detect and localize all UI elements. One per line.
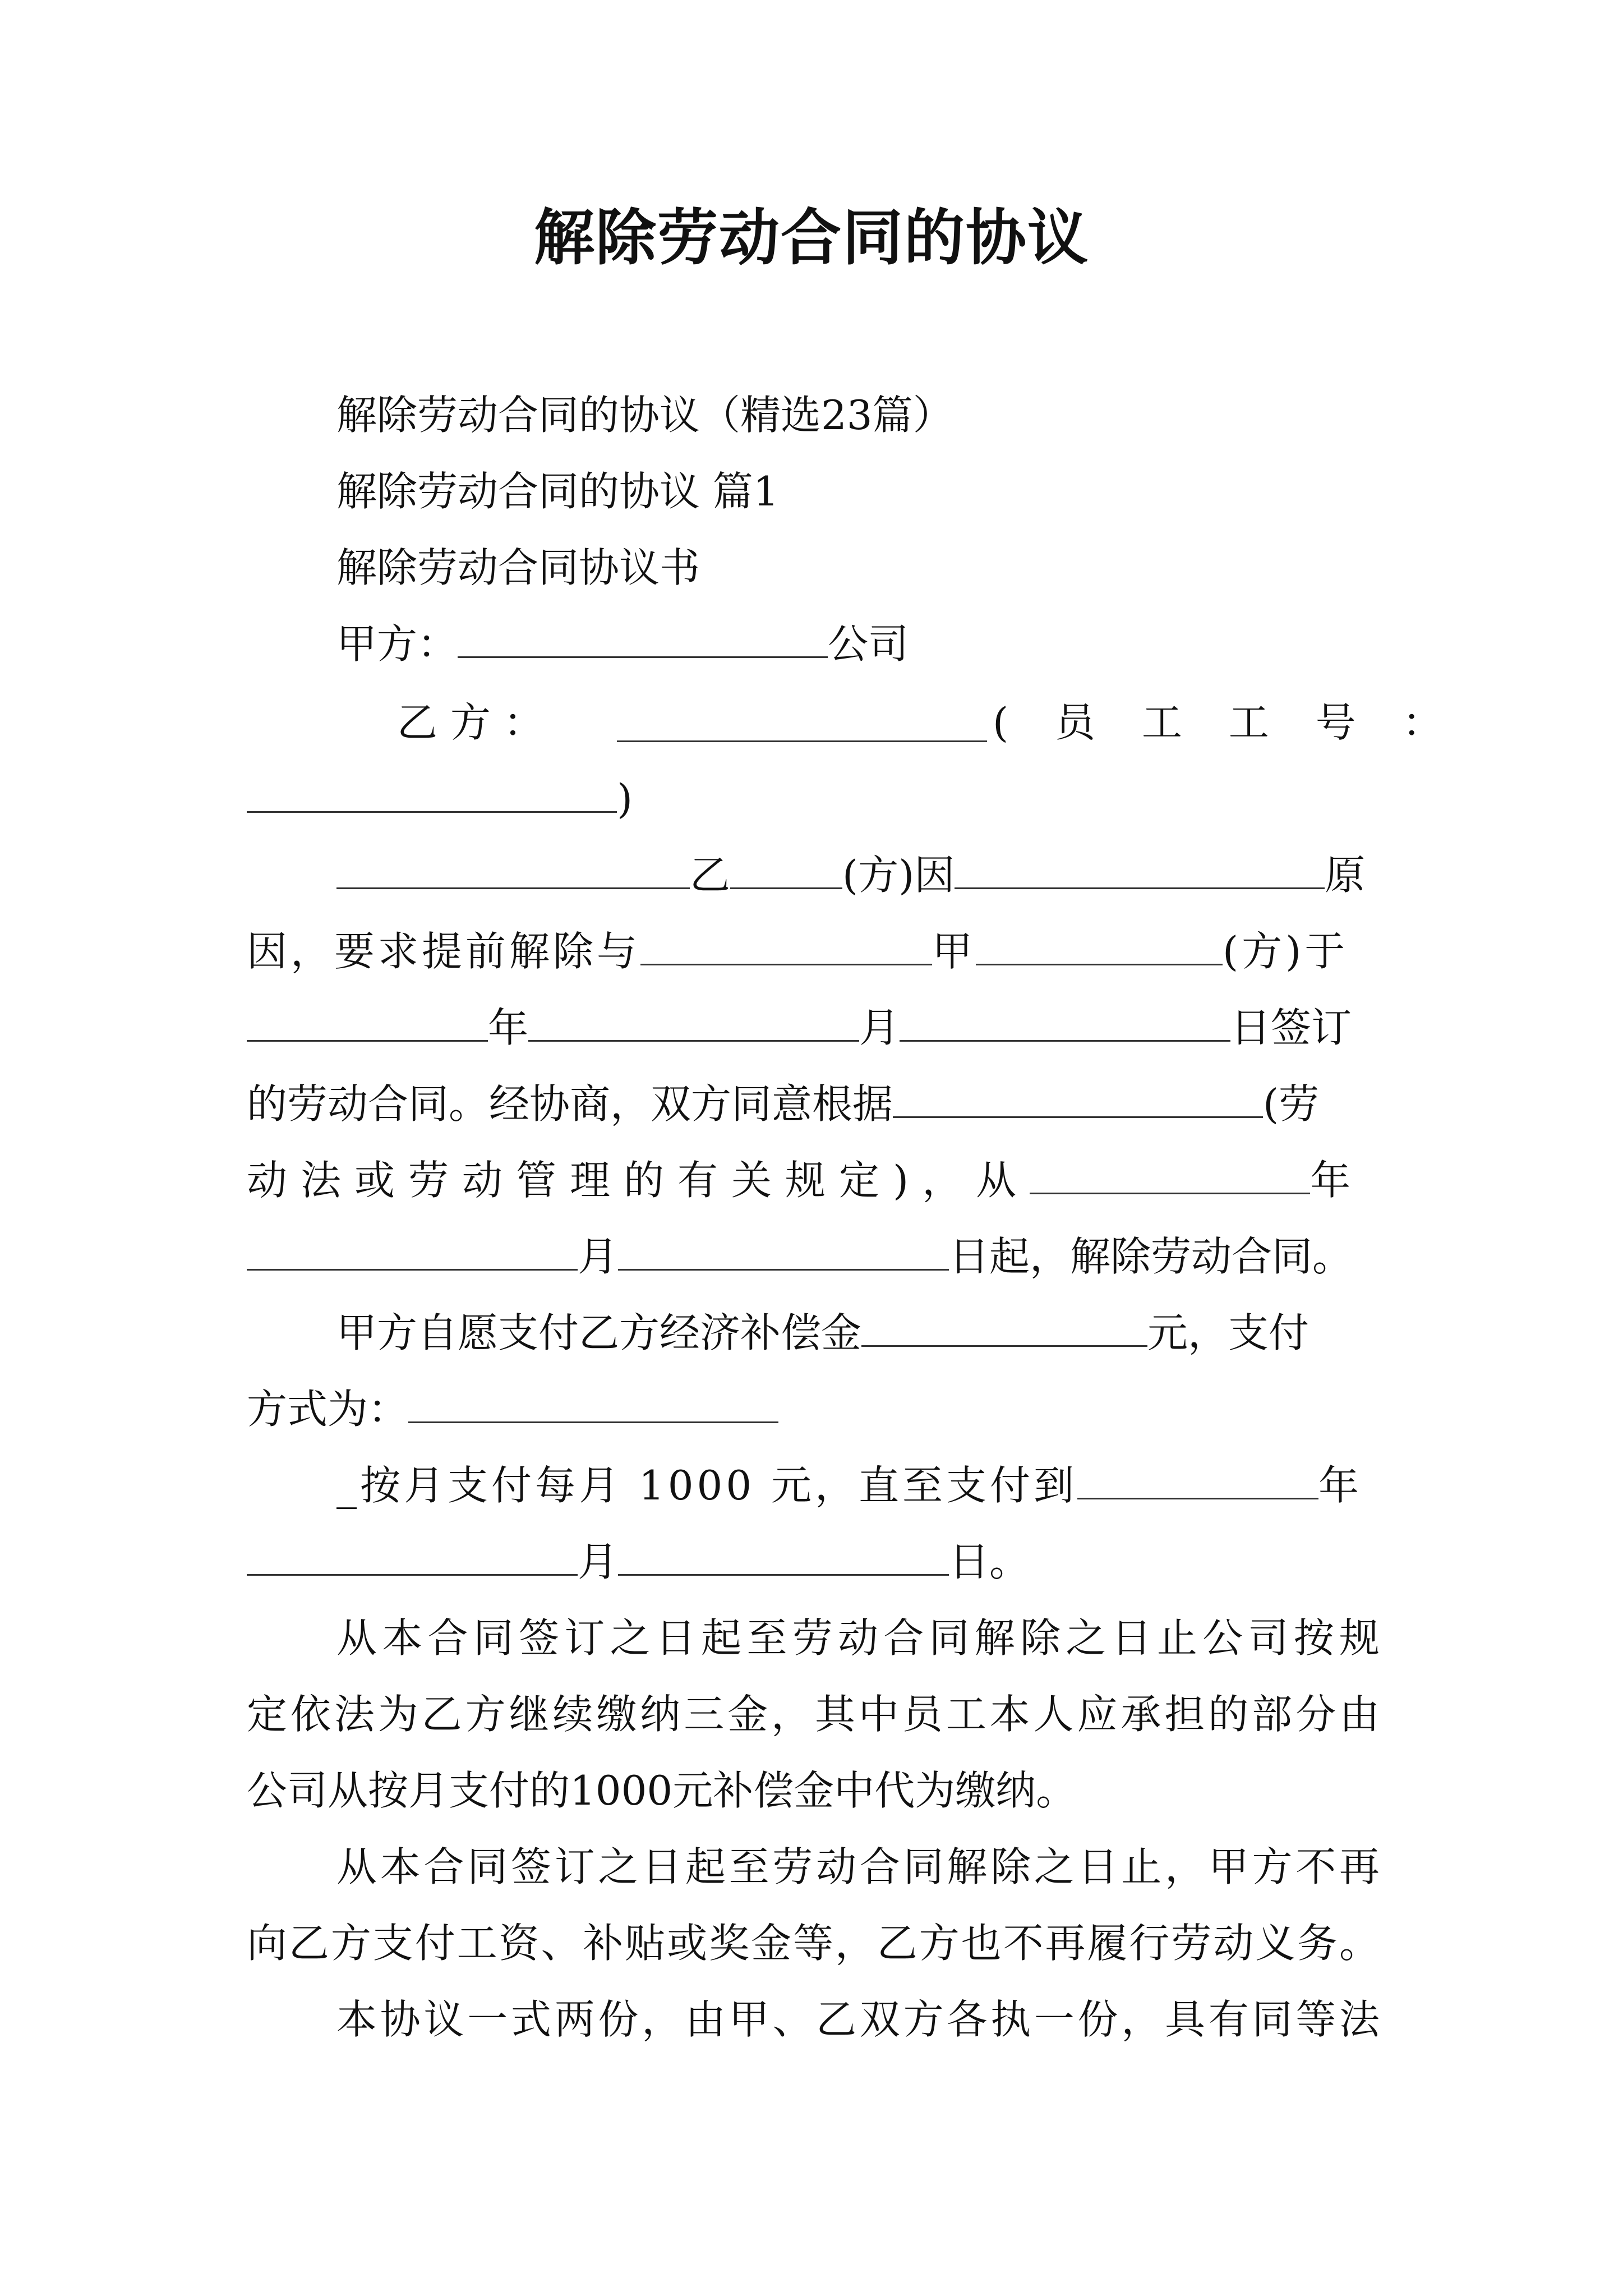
p5-line-1: 从本合同签订之日起至劳动合同解除之日止，甲方不再 <box>336 1843 1380 1890</box>
p3-text-month: 月 <box>578 1538 619 1585</box>
party-b-id-label: ( 员 工 工 号 ： <box>993 699 1460 746</box>
p1-line-3 <box>247 1000 1352 1056</box>
party-a-suffix: 公司 <box>828 620 909 668</box>
until-month-blank <box>247 1535 578 1576</box>
p1-text-request: 因，要求提前解除与 <box>247 928 641 975</box>
p1-line-4 <box>247 1076 1319 1132</box>
p1-line-5 <box>247 1152 1364 1208</box>
basis-blank <box>893 1077 1263 1118</box>
p2-line-2 <box>247 1381 778 1437</box>
p1-text-yuan: 原 <box>1325 852 1366 899</box>
p2-text-method: 方式为： <box>247 1386 409 1433</box>
p2-line-1 <box>336 1305 1309 1361</box>
method-blank <box>408 1382 778 1423</box>
company-blank-2 <box>976 924 1223 965</box>
p4-line-1: 从本合同签订之日起至劳动合同解除之日止公司按规 <box>336 1614 1380 1662</box>
from-year-blank <box>1030 1153 1310 1194</box>
p1-text-yi: 乙 <box>690 852 731 899</box>
from-day-blank <box>618 1230 949 1271</box>
year-blank <box>247 1001 488 1042</box>
until-day-blank <box>618 1535 949 1576</box>
reason-blank-2 <box>730 848 842 889</box>
party-b-id-line <box>247 771 633 827</box>
heading-list: 解除劳动合同的协议（精选23篇） <box>336 392 953 439</box>
party-a-blank <box>458 617 828 658</box>
p3-text-year: 年 <box>1318 1462 1363 1509</box>
p1-text-terminate: 日起，解除劳动合同。 <box>949 1233 1353 1280</box>
p3-text-day: 日。 <box>949 1538 1030 1585</box>
party-a-line <box>336 616 909 672</box>
p2-text-compensation: 甲方自愿支付乙方经济补偿金 <box>336 1309 862 1356</box>
p3-line-1 <box>336 1457 1362 1513</box>
reason-blank-3 <box>955 848 1325 889</box>
p1-line-2 <box>247 923 1348 979</box>
p1-text-fangyu: (方)于 <box>1223 928 1349 975</box>
p2-text-yuan: 元，支付 <box>1147 1309 1310 1356</box>
month-blank <box>528 1001 859 1042</box>
p4-line-3: 公司从按月支付的1000元补偿金中代为缴纳。 <box>247 1767 1077 1814</box>
day-blank <box>900 1001 1230 1042</box>
from-month-blank <box>247 1230 578 1271</box>
p4-line-2: 定依法为乙方继续缴纳三金，其中员工本人应承担的部分由 <box>247 1691 1380 1738</box>
p1-text-signed: 日签订 <box>1230 1004 1352 1051</box>
heading-chapter: 解除劳动合同的协议 篇1 <box>336 468 779 515</box>
p1-text-month-2: 月 <box>578 1233 619 1280</box>
p3-line-2 <box>247 1534 1030 1590</box>
p3-text-monthly: _按月支付每月 1000 元，直至支付到 <box>336 1462 1078 1509</box>
subheading: 解除劳动合同协议书 <box>336 544 700 591</box>
p6-line-1: 本协议一式两份，由甲、乙双方各执一份，具有同等法 <box>336 1996 1380 2043</box>
party-b-blank <box>617 701 987 742</box>
p1-line-1 <box>336 847 1365 903</box>
party-b-id-blank <box>247 772 617 813</box>
p1-text-year: 年 <box>488 1004 529 1051</box>
p1-text-jia: 甲 <box>932 928 976 975</box>
p1-text-lao: (劳 <box>1263 1080 1320 1128</box>
p1-text-year-2: 年 <box>1310 1157 1364 1204</box>
until-year-blank <box>1077 1458 1318 1499</box>
party-b-label: 乙 方 ： <box>397 699 544 746</box>
p1-text-fangyin: (方)因 <box>842 852 955 899</box>
company-blank <box>640 924 932 965</box>
p1-line-6 <box>247 1228 1353 1285</box>
party-b-close: ) <box>617 775 633 822</box>
reason-blank-1 <box>336 848 690 889</box>
p1-text-law: 动法或劳动管理的有关规定)，从 <box>247 1157 1030 1204</box>
p1-text-month: 月 <box>859 1004 900 1051</box>
p1-text-contract: 的劳动合同。经协商，双方同意根据 <box>247 1080 893 1128</box>
p5-line-2: 向乙方支付工资、补贴或奖金等，乙方也不再履行劳动义务。 <box>247 1920 1380 1967</box>
party-a-label: 甲方： <box>336 620 458 668</box>
amount-blank <box>861 1306 1147 1347</box>
document-title: 解除劳动合同的协议 <box>533 203 1089 273</box>
